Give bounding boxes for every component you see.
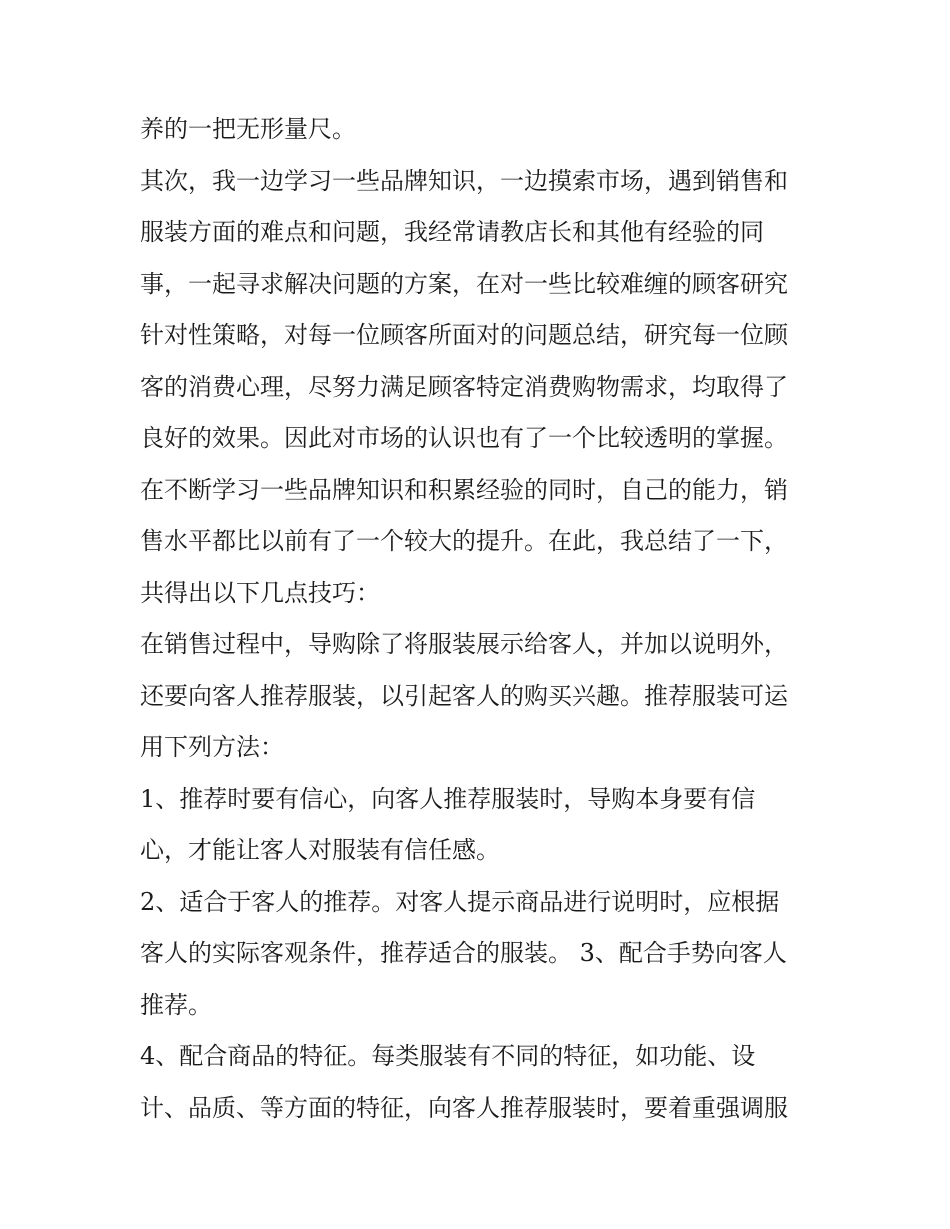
text-line: 客的消费心理，尽努力满足顾客特定消费购物需求，均取得了: [140, 372, 788, 401]
text-line: 2、适合于客人的推荐。对客人提示商品进行说明时，应根据: [140, 887, 780, 916]
text-line: 其次，我一边学习一些品牌知识，一边摸索市场，遇到销售和: [140, 166, 788, 195]
text-line: 在不断学习一些品牌知识和积累经验的同时，自己的能力，销: [140, 475, 788, 504]
text-line: 养的一把无形量尺。: [140, 115, 356, 143]
text-line: 4、配合商品的特征。每类服装有不同的特征，如功能、设: [140, 1042, 756, 1070]
text-line: 心，才能让客人对服装有信任感。: [140, 836, 500, 864]
text-line: 用下列方法：: [140, 733, 284, 761]
text-line: 1、推荐时要有信心，向客人推荐服装时，导购本身要有信: [140, 784, 756, 813]
text-line: 推荐。: [140, 990, 212, 1019]
text-line: 事，一起寻求解决问题的方案，在对一些比较难缠的顾客研究: [140, 269, 788, 298]
text-line: 售水平都比以前有了一个较大的提升。在此，我总结了一下，: [140, 527, 788, 555]
document-body: [140, 104, 820, 1134]
text-line: 计、品质、等方面的特征，向客人推荐服装时，要着重强调服: [140, 1093, 788, 1122]
text-line: 在销售过程中，导购除了将服装展示给客人，并加以说明外，: [140, 630, 788, 658]
text-line: 共得出以下几点技巧：: [140, 578, 380, 607]
text-line: 还要向客人推荐服装，以引起客人的购买兴趣。推荐服装可运: [140, 681, 788, 710]
text-line: 针对性策略，对每一位顾客所面对的问题总结，研究每一位顾: [140, 321, 788, 349]
text-line: 客人的实际客观条件，推荐适合的服装。 3、配合手势向客人: [140, 939, 787, 967]
text-line: 良好的效果。因此对市场的认识也有了一个比较透明的掌握。: [140, 424, 788, 452]
text-line: 服装方面的难点和问题，我经常请教店长和其他有经验的同: [140, 218, 764, 246]
